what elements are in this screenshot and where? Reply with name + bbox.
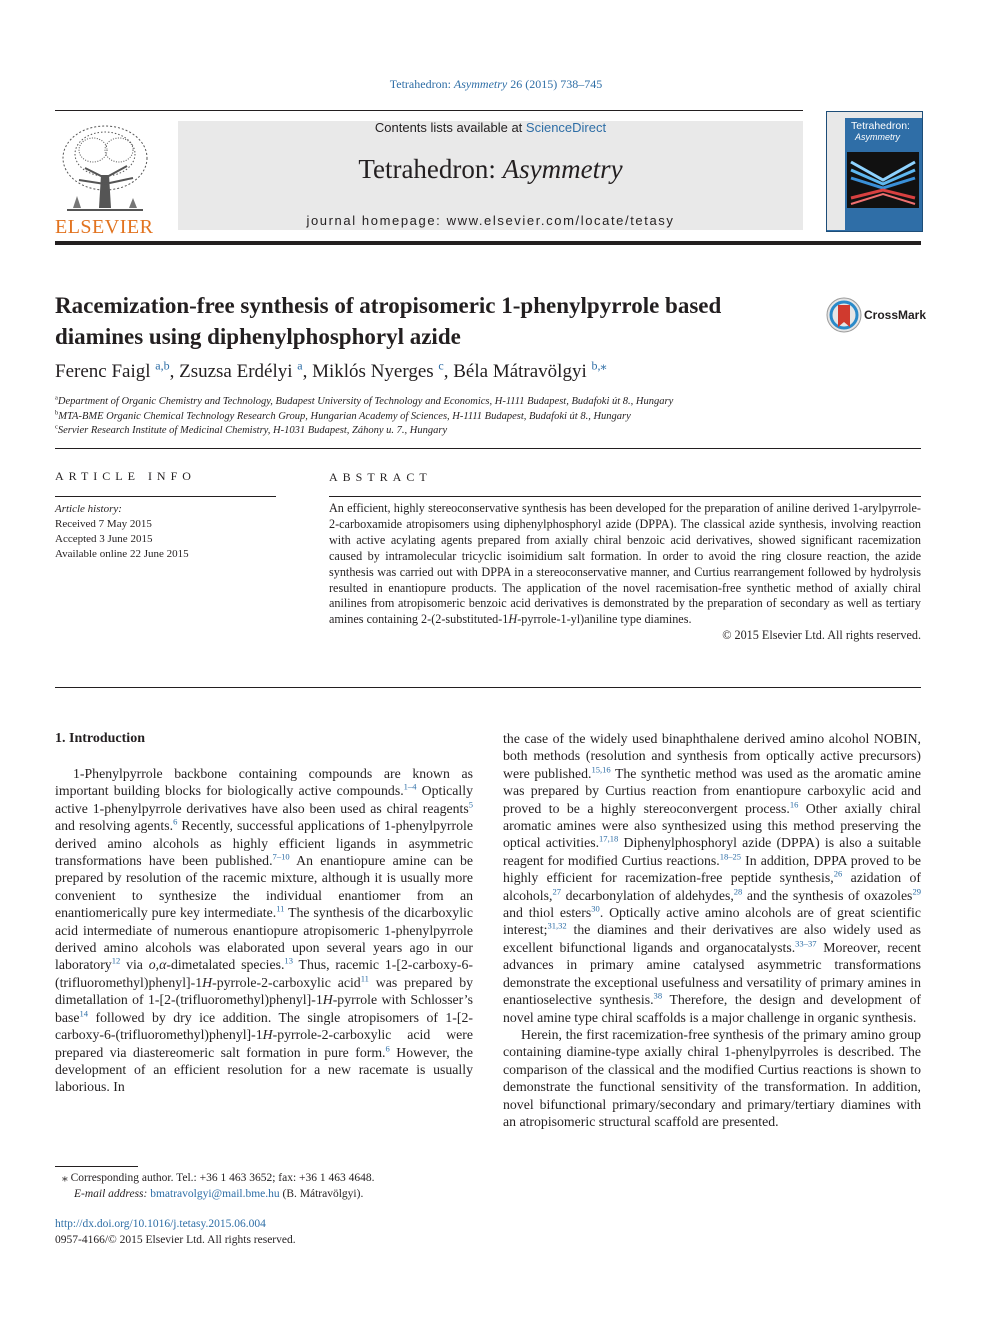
affiliation-rule <box>55 448 921 449</box>
journal-citation[interactable]: Tetrahedron: Asymmetry 26 (2015) 738–745 <box>389 77 603 91</box>
abstract-heading: ABSTRACT <box>329 470 432 484</box>
header-bottom-rule <box>55 241 921 245</box>
affiliation: $^c$Servier Research Institute of Medicinal Chemistry, H-1031 Budapest, Záhony u. 7., Hungary <box>55 423 448 436</box>
doi-link[interactable]: http://dx.doi.org/10.1016/j.tetasy.2015.06.004 <box>55 1218 266 1230</box>
sciencedirect-link[interactable]: ScienceDirect <box>525 120 607 135</box>
email-link[interactable]: bmatravolgyi@mail.bme.hu <box>150 1188 280 1200</box>
contents-line: Contents lists available at ScienceDirect <box>374 120 607 135</box>
header-top-rule <box>55 110 803 111</box>
corresponding-author-note: ⁎ Corresponding author. Tel.: +36 1 463 3652; fax: +36 1 463 4648. E-mail address: bmatravolgyi@mail.bme.hu (B. Mátravölgyi). <box>62 1172 375 1200</box>
author-name[interactable]: Zsuzsa Erdélyi <box>179 361 293 382</box>
elsevier-tree-icon <box>55 120 155 215</box>
author-list: Ferenc Faigl $^{a,b}$, Zsuzsa Erdélyi $^a$, Miklós Nyerges $^c$, Béla Mátravölgyi $^{b,⁎}$ <box>55 358 607 382</box>
author-affil-mark[interactable]: a <box>297 358 303 373</box>
author-affil-mark[interactable]: c <box>438 358 444 373</box>
journal-cover[interactable] <box>826 111 923 232</box>
affiliation: $^a$Department of Organic Chemistry and Technology, Budapest University of Technology and Economics, H-1111 Budapest, Budafoki út 8., Hungary <box>55 394 674 407</box>
elsevier-wordmark: ELSEVIER <box>55 216 154 238</box>
footnote-rule <box>55 1166 138 1167</box>
doi-block: http://dx.doi.org/10.1016/j.tetasy.2015.06.004 0957-4166/© 2015 Elsevier Ltd. All rights reserved. <box>55 1216 475 1248</box>
section-heading-introduction: 1. Introduction <box>55 731 145 746</box>
journal-title: Tetrahedron: Asymmetry <box>358 154 623 184</box>
cover-left-strip <box>827 118 845 230</box>
author-name[interactable]: Ferenc Faigl <box>55 361 151 382</box>
intro-body-right: the case of the widely used binaphthalene derived amino alcohol NOBIN, both methods (resolution and synthesis from optically active precursors) were published.$^{15,16}$ The synthetic method was used as the aromatic amine was prepared by Curtius reaction from enantiopure carboxylic acid and proved to be a highly stereoconvergent process.$^{16}$ Other axially chiral aromatic amines were also synthesized using this method preserving the optical activities.$^{17,18}$ Diphenylphosphoryl azide (DPPA) is also a suitable reagent for modified Curtius reactions.$^{18-25}$ In addition, DPPA proved to be highly efficient for racemization-free peptide synthesis,$^{26}$ azidation of alcohols,$^{27}$ decarbonylation of aldehydes,$^{28}$ and the synthesis of oxazoles$^{29}$ and thiol esters$^{30}$. Optically active amino alcohols are of great scientific interest;$^{31,32}$ the diamines and their derivatives are also widely used as excellent bifunctional ligands and organocatalysts.$^{33-37}$ Moreover, recent advances in primary amine catalysed asymmetric transformations demonstrate the exceptional usefulness and versatility of primary amines in enantioselective synthesis.$^{38}$ Therefore, the design and development of novel amine type chiral scaffolds is a major challenge in organic synthesis. Herein, the first racemization-free synthesis of the primary amino group containing diamine-type axially chiral 1-phenylpyrroles is described. The comparison of the classical and the modified Curtius reactions is shown to demonstrate the functional sensitivity of the transformation. In addition, novel bifunctional primary/secondary and primary/tertiary diamines with an atropisomeric structural scaffold are presented. <box>503 731 922 1129</box>
author-name[interactable]: Béla Mátravölgyi <box>453 361 587 382</box>
intro-body-left: 1-Phenylpyrrole backbone containing compounds are known as important building blocks for biologically active compounds.$^{1-4}$ Optically active 1-phenylpyrrole derivatives have also been used as chiral reagents$^5$ and resolving agents.$^6$ Recently, successful applications of 1-phenylpyrrole derived amino alcohols as highly efficient ligands in asymmetric transformations have been published.$^{7-10}$ An enantiopure amine can be prepared by resolution of the racemic mixture, although it is usually more convenient to synthesize the individual enantiomer from an enantiomerically pure key intermediate.$^{11}$ The synthesis of the dicarboxylic acid intermediate of numerous enantiopure atropisomeric 1-phenylpyrrole derived amino alcohols was elaborated upon several years ago in our laboratory$^{12}$ via o,α-dimetalated species.$^{13}$ Thus, racemic 1-[2-carboxy-6-(trifluoromethyl)phenyl]-1H-pyrrole-2-carboxylic acid$^{11}$ was prepared by dimetallation of 1-[2-(trifluoromethyl)phenyl]-1H-pyrrole with Schlosser’s base$^{14}$ followed by dry ice addition. The single atropisomers of 1-[2-carboxy-6-(trifluoromethyl)phenyl]-1H-pyrrole-2-carboxylic acid were prepared via diastereomeric salt formation in pure form.$^6$ However, the development of an efficient resolution for a new racemate is usually laborious. In <box>55 766 474 1095</box>
article-info-heading: ARTICLE INFO <box>55 469 196 483</box>
abstract-copyright: © 2015 Elsevier Ltd. All rights reserved. <box>722 628 921 643</box>
elsevier-logo <box>55 120 155 238</box>
article-history: Article history: Received 7 May 2015 Accepted 3 June 2015 Available online 22 June 2015 <box>55 503 189 560</box>
affiliation: $^b$MTA-BME Organic Chemical Technology Research Group, Hungarian Academy of Sciences, H-1111 Budapest, Budafoki út 8., Hungary <box>55 409 631 422</box>
cover-title: Tetrahedron: Asymmetry <box>851 120 910 142</box>
crossmark-badge[interactable] <box>826 297 926 333</box>
abstract-rule <box>329 496 921 497</box>
author-affil-mark[interactable]: b,⁎ <box>591 358 607 373</box>
homepage-link[interactable]: www.elsevier.com/locate/tetasy <box>446 213 675 228</box>
author-affil-mark[interactable]: a,b <box>155 358 170 373</box>
abstract-bottom-rule <box>55 687 921 688</box>
article-title: Racemization-free synthesis of atropisomeric 1-phenylpyrrole based diamines using diphenylphosphoryl azide <box>55 293 722 349</box>
journal-banner <box>178 121 803 230</box>
article-info-rule <box>55 496 276 497</box>
author-name[interactable]: Miklós Nyerges <box>312 361 434 382</box>
crossmark-icon <box>826 297 862 333</box>
journal-homepage: journal homepage: www.elsevier.com/locate/tetasy <box>306 213 675 228</box>
cover-artwork-icon <box>847 152 919 208</box>
abstract-body: An efficient, highly stereoconservative synthesis has been developed for the preparation of aniline derived 1-arylpyrrole-2-carboxamide atropisomers using diphenylphosphoryl azide (DPPA). The classical azide synthesis, involving reaction with active acylating agents prepared from axially chiral benzoic acid derivatives, showed significant racemization caused by intramolecular tricyclic isoimidium salt formation. In order to avoid the ring closure reaction, the azide synthesis was carried out with DPPA in a stereoconservative manner, and Curtius rearrangement followed by hydrolysis resulted in enantiopure products. The application of the novel racemisation-free synthetic method of axially chiral anilines from atropisomeric benzoic acid derivatives is demonstrated by the preparation of secondary as well as tertiary amines containing 2-(2-substituted-1H-pyrrole-1-yl)aniline type diamines. © 2015 Elsevier Ltd. All rights reserved. <box>329 501 921 643</box>
crossmark-label: CrossMark <box>864 308 927 322</box>
